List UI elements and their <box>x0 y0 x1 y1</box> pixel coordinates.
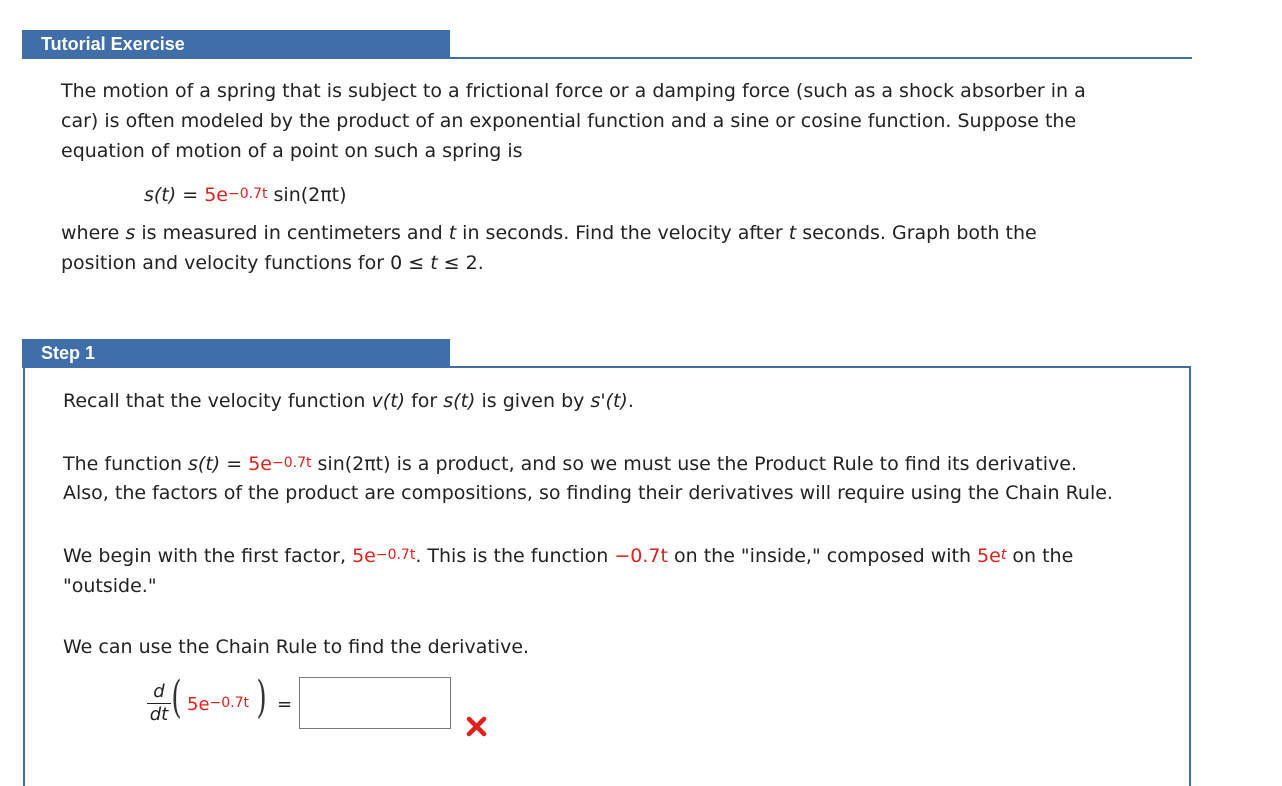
var-s: s <box>125 222 136 244</box>
product-line <box>63 449 1173 479</box>
first-factor-line <box>63 541 1173 571</box>
text: is given by <box>475 390 591 412</box>
var-sprime: s'(t) <box>590 390 628 412</box>
eq-sine: sin(2πt) <box>273 184 347 206</box>
outside-exponent: t <box>1000 547 1007 563</box>
var-v: v(t) <box>371 390 406 412</box>
var-t: t <box>430 252 438 274</box>
var-t: t <box>448 222 457 244</box>
var-t: t <box>788 222 797 244</box>
d-dt-fraction <box>147 682 171 725</box>
text: on the "inside," composed with <box>667 545 978 567</box>
problem-question <box>61 218 1151 278</box>
text: in seconds. Find the velocity after <box>456 222 789 244</box>
frac-denominator: dt <box>149 704 169 725</box>
text: The function <box>63 453 189 475</box>
func-exponent: −0.7t <box>272 455 312 471</box>
func-coef: 5e <box>248 453 272 475</box>
tutorial-exercise-header: Tutorial Exercise <box>22 30 450 59</box>
func-sine: sin(2πt) <box>311 453 391 475</box>
eq-exponent: −0.7t <box>227 186 268 202</box>
text: . <box>627 390 634 412</box>
intro-line: car) is often modeled by the product of an exponential function and a sine or cosine function. Suppose the <box>61 110 1077 132</box>
text: ≤ 2. <box>437 252 484 274</box>
var-s: s(t) <box>443 390 476 412</box>
text: = <box>220 453 249 475</box>
step1-header: Step 1 <box>22 339 450 368</box>
deriv-coef: 5e <box>187 694 210 715</box>
text: We begin with the first factor, <box>63 545 353 567</box>
motion-equation <box>144 180 347 210</box>
text: where <box>61 222 126 244</box>
deriv-equals: = <box>277 694 293 715</box>
text: is a product, and so we must use the Product Rule to find its derivative. <box>390 453 1077 475</box>
factor-coef: 5e <box>352 545 376 567</box>
outside-function: 5e <box>977 545 1001 567</box>
inside-function: −0.7t <box>614 545 668 567</box>
where-line <box>61 218 1151 248</box>
recall-line <box>63 386 1173 416</box>
text: is measured in centimeters and <box>135 222 449 244</box>
text: position and velocity functions for 0 ≤ <box>61 252 431 274</box>
eq-lhs: s(t) <box>144 184 177 206</box>
text: on the <box>1006 545 1074 567</box>
problem-statement <box>61 76 1151 166</box>
text: for <box>405 390 444 412</box>
text: Recall that the velocity function <box>63 390 372 412</box>
var-s: s(t) <box>188 453 221 475</box>
deriv-exponent: −0.7t <box>209 695 250 711</box>
intro-line: The motion of a spring that is subject to a frictional force or a damping force (such as a shock absorber in a <box>61 80 1086 102</box>
range-line <box>61 248 1151 278</box>
right-paren: ) <box>256 672 267 723</box>
incorrect-x-icon <box>466 715 488 737</box>
left-paren: ( <box>171 672 182 723</box>
chain-note-line: Also, the factors of the product are compositions, so finding their derivatives will require using the Chain Rule. <box>63 482 1113 504</box>
outside-line: "outside." <box>63 575 157 597</box>
intro-line: equation of motion of a point on such a spring is <box>61 140 523 162</box>
chain-rule-line: We can use the Chain Rule to find the derivative. <box>63 636 530 658</box>
eq-equals: = <box>182 184 199 206</box>
eq-coef: 5e <box>204 184 228 206</box>
header-rule <box>450 57 1192 59</box>
answer-input[interactable] <box>299 677 451 729</box>
factor-exponent: −0.7t <box>375 547 416 563</box>
deriv-inner <box>187 694 249 715</box>
text: . This is the function <box>415 545 615 567</box>
text: seconds. Graph both the <box>796 222 1037 244</box>
frac-numerator: d <box>153 681 165 702</box>
